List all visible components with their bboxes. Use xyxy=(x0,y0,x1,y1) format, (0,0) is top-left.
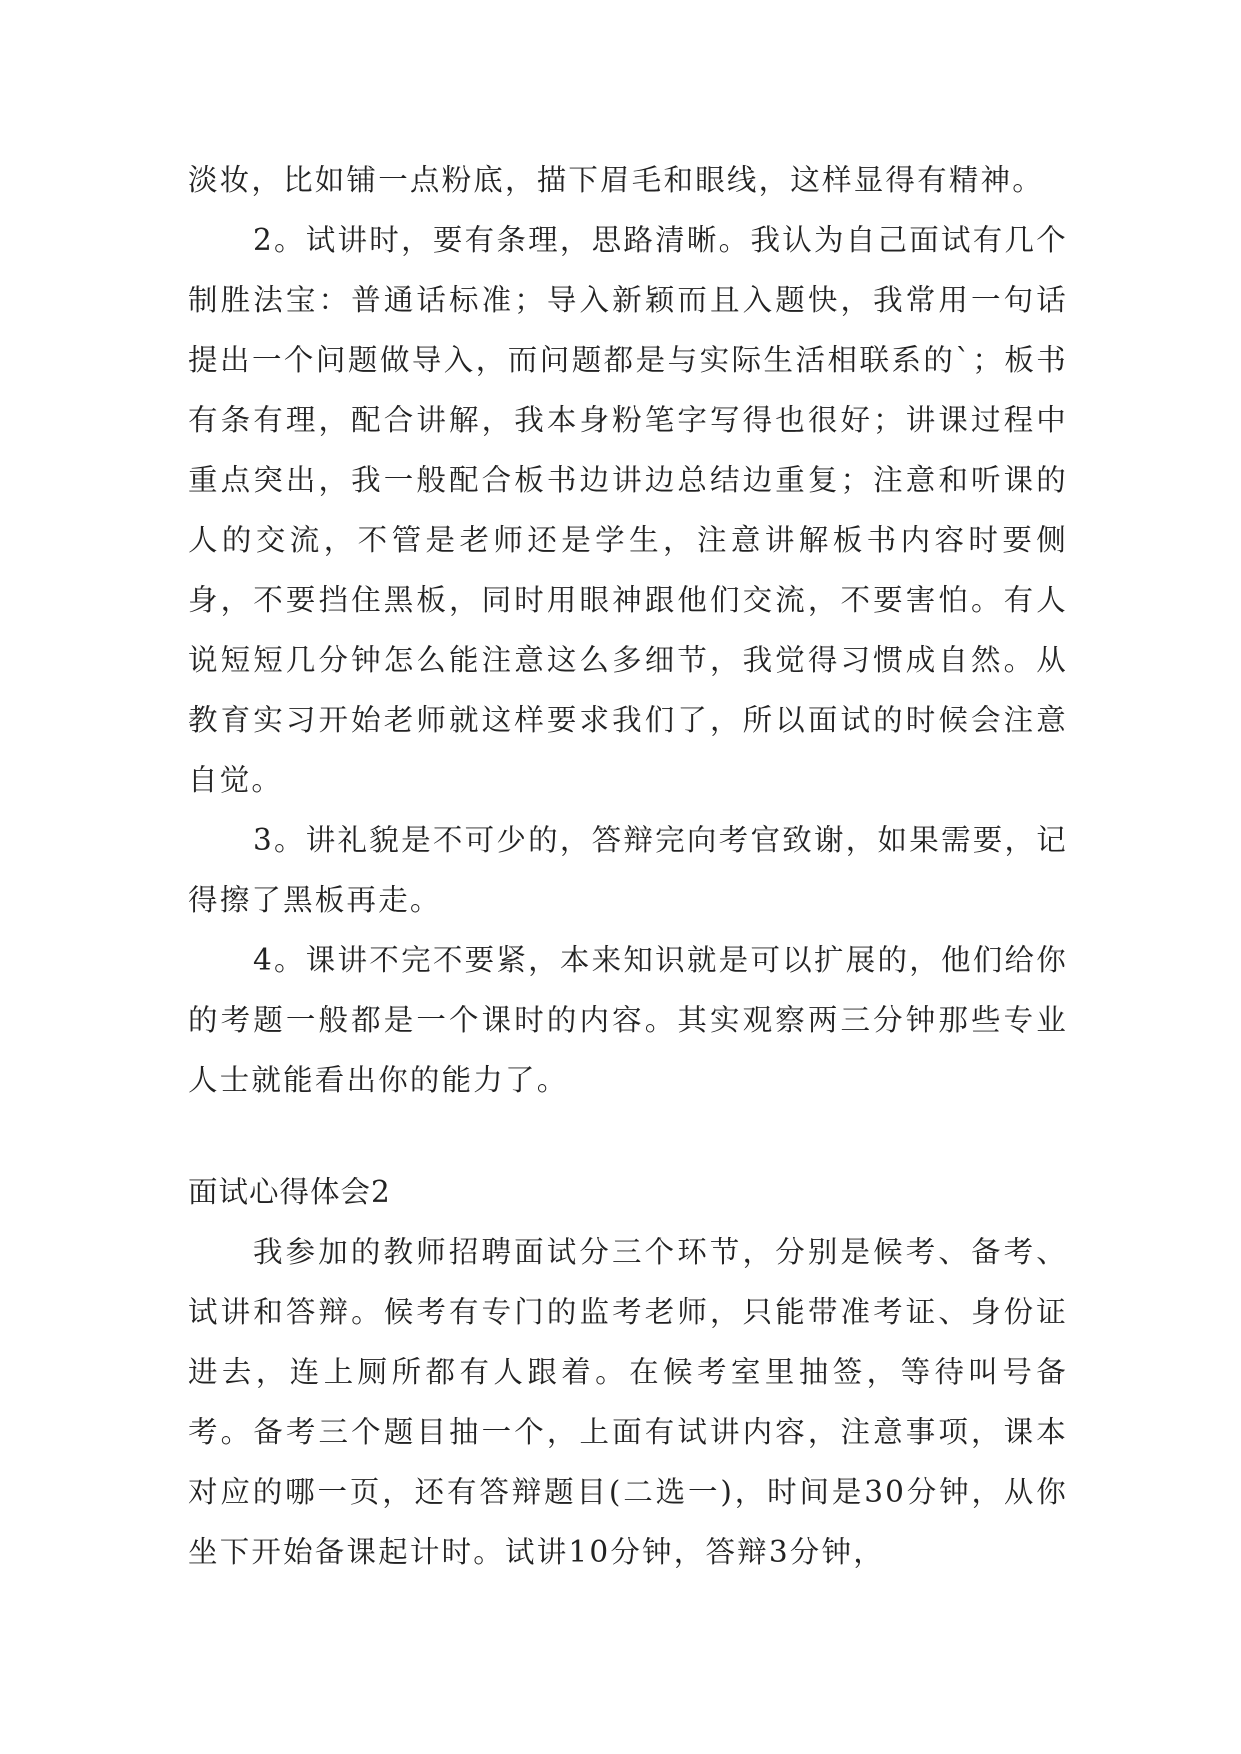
paragraph-continuation: 淡妆，比如铺一点粉底，描下眉毛和眼线，这样显得有精神。 xyxy=(188,163,1044,197)
paragraph-tip-3: 3。讲礼貌是不可少的，答辩完向考官致谢，如果需要，记得擦了黑板再走。 xyxy=(188,823,1068,917)
paragraph-tip-4: 4。课讲不完不要紧，本来知识就是可以扩展的，他们给你的考题一般都是一个课时的内容。其实观察两三分钟那些专业人士就能看出你的能力了。 xyxy=(188,943,1068,1097)
document-body xyxy=(188,150,1068,1582)
section-heading: 面试心得体会2 xyxy=(188,1175,391,1209)
paragraph-tip-2: 2。试讲时，要有条理，思路清晰。我认为自己面试有几个制胜法宝：普通话标准；导入新颖而且入题快，我常用一句话提出一个问题做导入，而问题都是与实际生活相联系的`；板书有条有理，配合讲解，我本身粉笔字写得也很好；讲课过程中重点突出，我一般配合板书边讲边总结边重复；注意和听课的人的交流，不管是老师还是学生，注意讲解板书内容时要侧身，不要挡住黑板，同时用眼神跟他们交流，不要害怕。有人说短短几分钟怎么能注意这么多细节，我觉得习惯成自然。从教育实习开始老师就这样要求我们了，所以面试的时候会注意自觉。 xyxy=(188,223,1068,797)
paragraph-interview-process: 我参加的教师招聘面试分三个环节，分别是候考、备考、试讲和答辩。候考有专门的监考老师，只能带准考证、身份证进去，连上厕所都有人跟着。在候考室里抽签，等待叫号备考。备考三个题目抽一个，上面有试讲内容，注意事项，课本对应的哪一页，还有答辩题目(二选一)，时间是30分钟，从你坐下开始备课起计时。试讲10分钟，答辩3分钟， xyxy=(188,1235,1068,1569)
